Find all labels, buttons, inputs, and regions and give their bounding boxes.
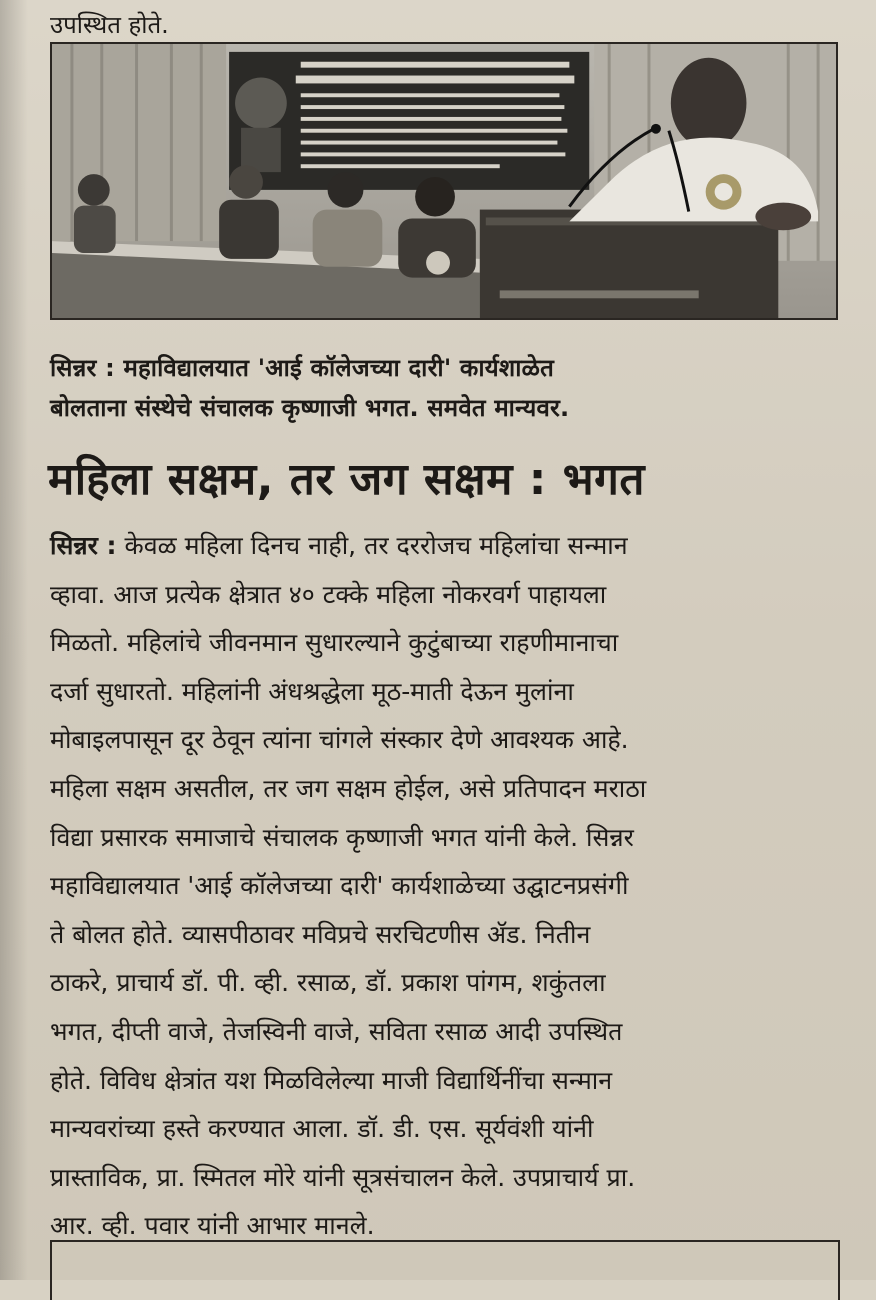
article-dateline: सिन्नर : — [50, 531, 117, 560]
article-line: होते. विविध क्षेत्रांत यश मिळविलेल्या माजी विद्यार्थिनींचा सन्मान — [50, 1065, 613, 1095]
next-article-frame — [50, 1240, 840, 1300]
article-first-line: केवळ महिला दिनच नाही, तर दररोजच महिलांचा सन्मान — [124, 531, 628, 560]
article-line: महिला सक्षम असतील, तर जग सक्षम होईल, असे प्रतिपादन मराठा — [50, 773, 647, 803]
previous-article-fragment: उपस्थित होते. — [50, 11, 169, 39]
article-line: भगत, दीप्ती वाजे, तेजस्विनी वाजे, सविता रसाळ आदी उपस्थित — [50, 1016, 623, 1046]
podium — [480, 210, 778, 318]
news-photo — [50, 42, 838, 320]
article-body — [50, 522, 850, 1251]
caption-line-1: महाविद्यालयात 'आई कॉलेजच्या दारी' कार्यशाळेत — [123, 354, 554, 382]
event-photo-illustration — [52, 44, 836, 318]
photo-caption — [50, 348, 840, 428]
page-fold-shadow — [0, 0, 28, 1280]
article-line: ठाकरे, प्राचार्य डॉ. पी. व्ही. रसाळ, डॉ. प्रकाश पांगम, शकुंतला — [50, 968, 606, 998]
article-line: मान्यवरांच्या हस्ते करण्यात आला. डॉ. डी. एस. सूर्यवंशी यांनी — [50, 1114, 594, 1144]
article-line: व्हावा. आज प्रत्येक क्षेत्रात ४० टक्के महिला नोकरवर्ग पाहायला — [50, 579, 607, 609]
article-line: मिळतो. महिलांचे जीवनमान सुधारल्याने कुटुंबाच्या राहणीमानाचा — [50, 628, 619, 658]
article-line: प्रास्ताविक, प्रा. स्मितल मोरे यांनी सूत्रसंचालन केले. उपप्राचार्य प्रा. — [50, 1162, 636, 1192]
article-line: आर. व्ही. पवार यांनी आभार मानले. — [50, 1211, 375, 1241]
caption-line-2: बोलताना संस्थेचे संचालक कृष्णाजी भगत. समवेत मान्यवर. — [50, 394, 570, 422]
article-headline: महिला सक्षम, तर जग सक्षम : भगत — [48, 454, 646, 505]
article-line: मोबाइलपासून दूर ठेवून त्यांना चांगले संस्कार देणे आवश्यक आहे. — [50, 725, 629, 755]
article-line: दर्जा सुधारतो. महिलांनी अंधश्रद्धेला मूठ-माती देऊन मुलांना — [50, 676, 574, 706]
article-line: महाविद्यालयात 'आई कॉलेजच्या दारी' कार्यशाळेच्या उद्घाटनप्रसंगी — [50, 871, 629, 901]
caption-dateline: सिन्नर : — [50, 354, 115, 382]
article-line: ते बोलत होते. व्यासपीठावर मविप्रचे सरचिटणीस ॲड. नितीन — [50, 919, 591, 949]
article-line: विद्या प्रसारक समाजाचे संचालक कृष्णाजी भगत यांनी केले. सिन्नर — [50, 822, 634, 852]
